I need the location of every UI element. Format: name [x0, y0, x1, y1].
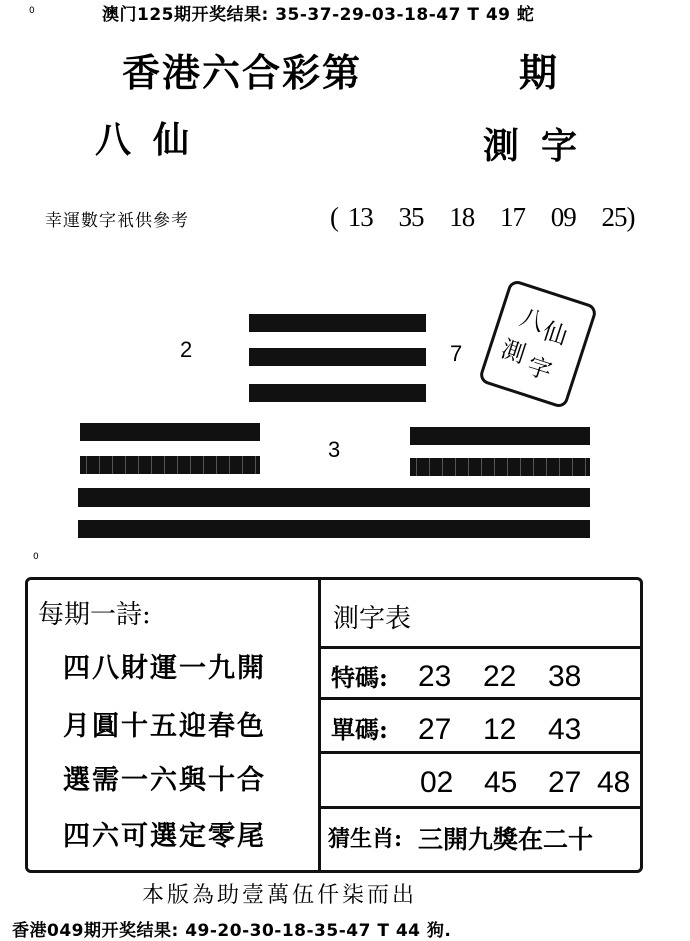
period-suffix: 期: [519, 50, 560, 95]
extra-number: 48: [597, 766, 631, 799]
trigram-number: 3: [328, 437, 341, 462]
divider: [318, 580, 321, 870]
macau-result-banner: 澳门125期开奖结果: 35-37-29-03-18-47 T 49 蛇: [102, 5, 535, 25]
lucky-number: 13: [347, 202, 373, 232]
lucky-label: 幸運數字衹供參考: [45, 211, 189, 231]
special-number: 22: [483, 660, 517, 693]
trigram-bar: [249, 348, 426, 366]
lucky-number: 35: [398, 202, 424, 232]
poem-heading: 每期一詩:: [38, 600, 151, 630]
stamp-char: 測: [497, 334, 530, 369]
right-subtitle: 測字: [483, 125, 600, 167]
poem-line: 月圓十五迎春色: [63, 711, 266, 742]
divider: [321, 697, 640, 700]
poem-line: 選需一六與十合: [63, 765, 266, 796]
footer-note: 本版為助壹萬伍仟柒而出: [142, 883, 418, 908]
stamp-char: 八: [516, 302, 548, 338]
lucky-numbers: [330, 202, 635, 233]
stamp-char: 仙: [539, 316, 571, 351]
single-number: 43: [548, 713, 582, 746]
trigram-bar: [78, 520, 590, 538]
trigram-number: 7: [450, 341, 463, 366]
single-number: 27: [418, 713, 452, 746]
divider: [321, 646, 640, 649]
zodiac-value: 三開九獎在二十: [418, 825, 594, 854]
page-title: 香港六合彩第: [122, 50, 363, 95]
trigram-bar: [78, 488, 590, 507]
trigram-bar: [80, 423, 260, 441]
trigram-bar: [410, 458, 590, 476]
prediction-box: [25, 577, 643, 873]
poem-line: 四六可選定零尾: [63, 821, 266, 852]
corner-mark: 0: [29, 6, 35, 16]
trigram-number: 2: [180, 337, 193, 362]
extra-number: 45: [484, 766, 518, 799]
table-title: 測字表: [333, 604, 412, 634]
special-number: 38: [548, 660, 582, 693]
divider: [321, 806, 640, 809]
lucky-number: 17: [500, 202, 525, 232]
lucky-number: 25: [601, 202, 627, 232]
extra-number: 02: [420, 766, 454, 799]
single-number: 12: [483, 713, 517, 746]
trigram-bar: [410, 427, 590, 445]
trigram-bar: [249, 314, 426, 332]
bagua-stamp: [478, 278, 599, 409]
divider: [321, 751, 640, 754]
open-paren: (: [330, 202, 338, 232]
trigram-bar: [80, 456, 260, 474]
hk-result-banner: 香港049期开奖结果: 49-20-30-18-35-47 T 44 狗.: [12, 921, 452, 941]
zodiac-label: 猜生肖:: [328, 826, 403, 852]
trigram-bar: [249, 384, 426, 402]
close-paren: ): [626, 202, 635, 232]
single-label: 單碼:: [331, 715, 388, 744]
lucky-number: 18: [449, 202, 475, 232]
left-subtitle: 八仙: [95, 119, 212, 161]
stamp-char: 字: [523, 351, 556, 386]
extra-number: 27: [548, 766, 582, 799]
special-number: 23: [418, 660, 452, 693]
lucky-number: 09: [550, 202, 576, 232]
poem-line: 四八財運一九開: [63, 653, 266, 684]
special-label: 特碼:: [331, 663, 388, 692]
corner-mark: 0: [33, 552, 39, 562]
